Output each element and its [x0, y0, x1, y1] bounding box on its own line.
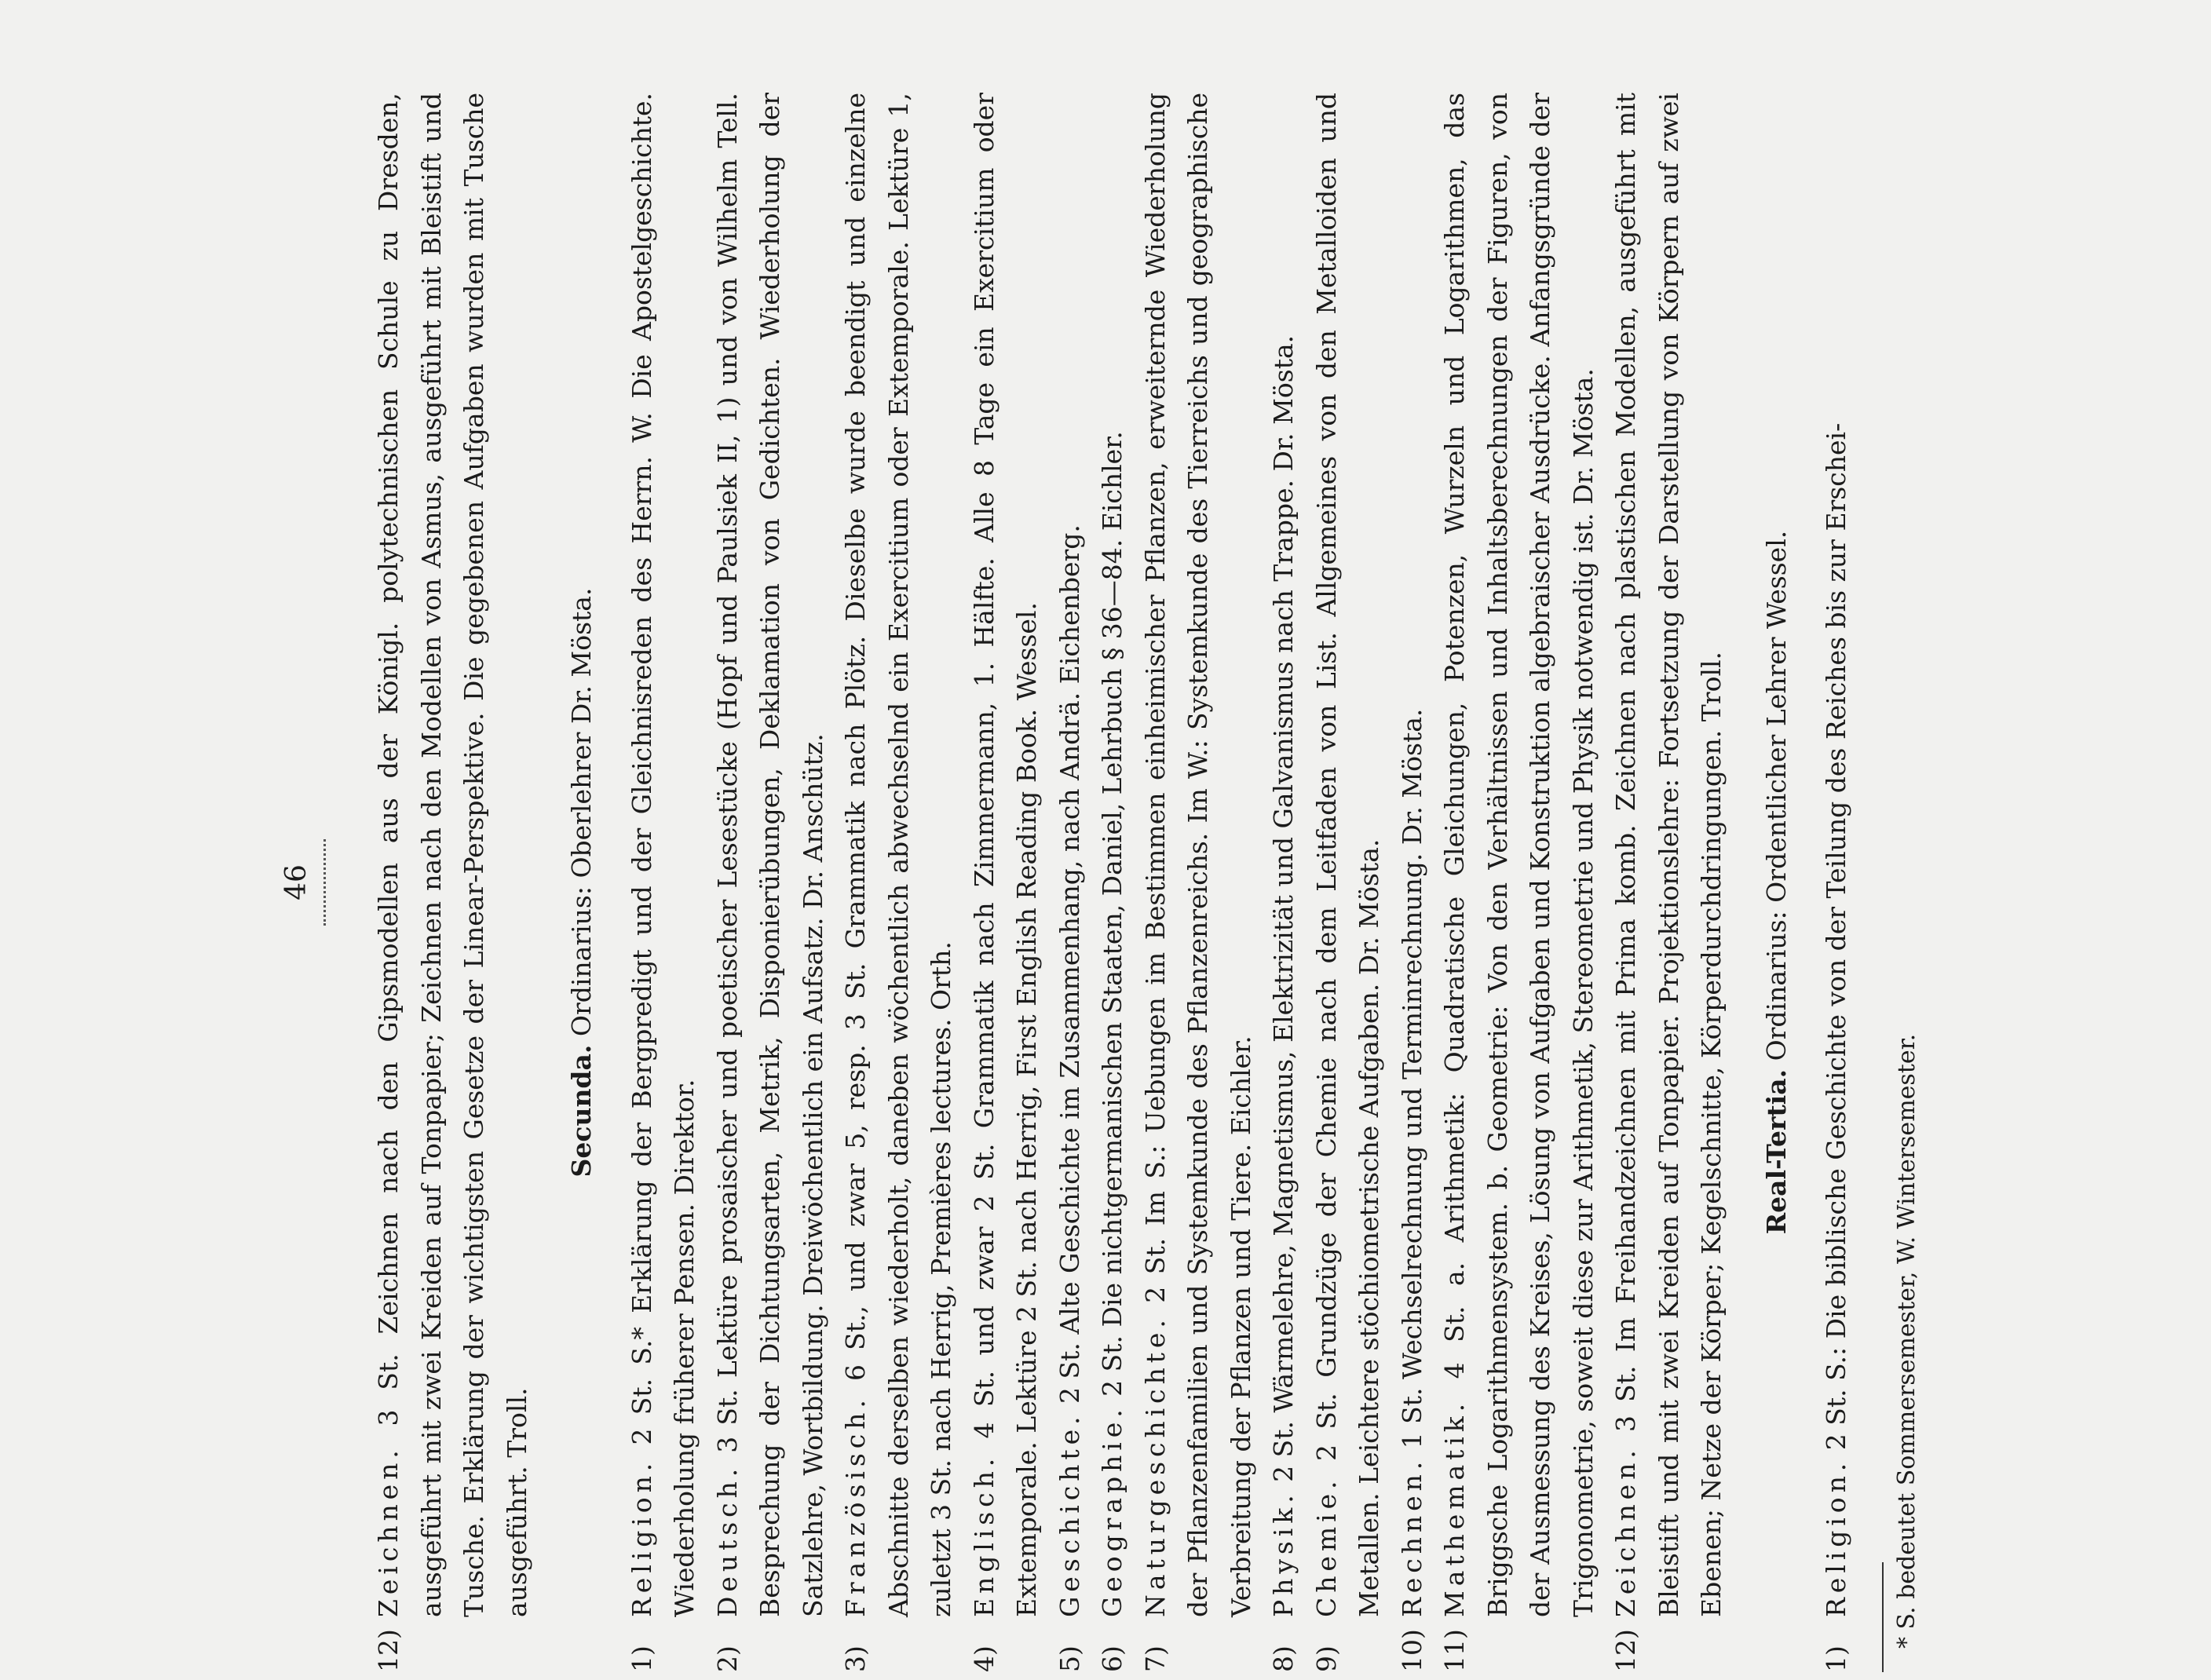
entry-naturgeschichte [1135, 93, 1263, 1672]
secunda-entry-list [621, 93, 1734, 1672]
entry-physik [1263, 93, 1306, 1672]
entry-number: 1) [626, 1645, 657, 1672]
entry-number: 3) [840, 1645, 871, 1672]
entry-number: 1) [1821, 1645, 1851, 1672]
page-number [281, 93, 326, 1672]
footnote-divider [1882, 1562, 1884, 1672]
entry-subject: Zeichnen. [1610, 1445, 1641, 1617]
entry-text: 4 St. a. Arithmetik: Quadratische Gleichungen, Potenzen, Wurzeln und Logarithmen, das Briggsche Logarithmensystem. b. Geometrie: Von den Verhältnissen und Inhaltsberechnungen der Figuren, von der Ausmessung des Kreises, Lösung von Aufgaben und Konstruktion algebraischer Ausdrücke. Anfangsgründe der Trigonometrie, soweit diese zur Arithmetik, Stereometrie und Physik notwendig ist. Dr. Mösta. [1439, 93, 1599, 1617]
entry-subject: Rechnen. [1396, 1456, 1427, 1617]
page-content [367, 93, 1923, 1672]
entry-mathematik [1434, 93, 1605, 1672]
entry-subject: Religion. [1821, 1458, 1851, 1617]
entry-geographie [1091, 93, 1135, 1672]
entry-subject: Französisch. [840, 1395, 871, 1617]
entry-text: 6 St., und zwar 5, resp. 3 St. Grammatik nach Plötz. Dieselbe wurde beendigt und einzelne Abschnitte derselben wiederholt, daneben wöchentlich abwechselnd ein Exercitium oder Extemporale. Lektüre 1, zuletzt 3 St. nach Herrig, Premières lectures. Orth. [840, 93, 956, 1617]
entry-deutsch [707, 93, 835, 1672]
entry-number: 6) [1097, 1645, 1127, 1672]
section-ordinarius: Ordinarius: Ordentlicher Lehrer Wessel. [1760, 530, 1792, 1061]
entry-text: 4 St. und zwar 2 St. Grammatik nach Zimmermann, 1. Hälfte. Alle 8 Tage ein Exercitium oder Extemporale. Lektüre 2 St. nach Herrig, First English Reading Book. Wessel. [968, 93, 1042, 1617]
entry-subject: Englisch. [968, 1453, 1000, 1617]
entry-englisch [963, 93, 1049, 1672]
entry-number: 12) [1610, 1629, 1641, 1672]
entry-subject: Zeichnen. [373, 1445, 404, 1617]
entry-subject: Geographie. [1097, 1404, 1127, 1617]
footnote: * S. bedeutet Sommersemester, W. Wintersemester. [1892, 1033, 1920, 1649]
entry-subject: Geschichte. [1054, 1412, 1085, 1617]
document-page [281, 93, 2079, 1672]
entry-number: 9) [1310, 1645, 1342, 1672]
entry-zeichnen-prima [367, 93, 539, 1672]
entry-text: 2 St. Grundzüge der Chemie nach dem Leitfaden von List. Allgemeines von den Metalloiden und Metallen. Leichtere stöchiometrische Aufgaben. Dr. Mösta. [1310, 93, 1384, 1617]
entry-number: 7) [1139, 1645, 1171, 1672]
entry-text: 2 St. Alte Geschichte im Zusammenhang, nach Andrä. Eichenberg. [1054, 524, 1085, 1404]
entry-number: 12) [373, 1629, 404, 1672]
entry-rechnen [1391, 93, 1434, 1672]
entry-religion [621, 93, 707, 1672]
entry-number: 4) [968, 1645, 1000, 1672]
section-heading-secunda [561, 93, 604, 1672]
entry-number: 10) [1396, 1629, 1427, 1672]
entry-number: 8) [1268, 1645, 1299, 1672]
entry-subject: Mathematik. [1439, 1398, 1470, 1617]
entry-text: 2 St. S.* Erklärung der Bergpredigt und der Gleichnisreden des Herrn. W. Die Apostelgeschichte. Wiederholung früherer Pensen. Direktor. [626, 93, 700, 1617]
page-number-ornament [317, 839, 326, 926]
entry-subject: Naturgeschichte. [1139, 1315, 1171, 1617]
entry-religion-tertia [1815, 93, 1858, 1672]
entry-zeichnen [1605, 93, 1734, 1672]
entry-text: 2 St. Die nichtgermanischen Staaten, Daniel, Lehrbuch § 36—84. Eichler. [1097, 431, 1127, 1397]
entry-subject: Religion. [626, 1458, 657, 1617]
entry-number: 11) [1439, 1629, 1470, 1672]
entry-franzoesisch [835, 93, 963, 1672]
section-title: Real-Tertia. [1760, 1068, 1792, 1235]
entry-text: 2 St. S.: Die biblische Geschichte von der Teilung des Reiches bis zur Erschei- [1821, 422, 1851, 1451]
entry-text: 2 St. Im S.: Uebungen im Bestimmen einheimischer Pflanzen, erweiternde Wiederholung der Pflanzenfamilien und Systemkunde des Pflanzenreichs. Im W.: Systemkunde des Tierreichs und geographische Verbreitung der Pflanzen und Tiere. Eichler. [1139, 93, 1256, 1617]
entry-text: 3 St. Im Freihandzeichnen mit Prima komb. Zeichnen nach plastischen Modellen, ausgeführt mit Bleistift und mit zwei Kreiden auf Tonpapier. Projektionslehre: Fortsetzung der Darstellung von Körpern auf zwei Ebenen; Netze der Körper; Kegelschnitte, Körperdurchdringungen. Troll. [1610, 93, 1727, 1617]
entry-number: 5) [1054, 1645, 1085, 1672]
entry-text: 1 St. Wechselrechnung und Terminrechnung. Dr. Mösta. [1396, 708, 1427, 1449]
entry-subject: Physik. [1268, 1490, 1299, 1617]
section-heading-real-tertia [1756, 93, 1799, 1672]
entry-subject: Deutsch. [711, 1463, 743, 1617]
section-ordinarius: Ordinarius: Oberlehrer Dr. Mösta. [566, 587, 597, 1037]
entry-text: 3 St. Zeichnen nach den Gipsmodellen aus der Königl. polytechnischen Schule zu Dresden, ausgeführt mit zwei Kreiden auf Tonpapier; Zeichnen nach den Modellen von Asmus, ausgeführt mit Bleistift und Tusche. Erklärung der wichtigsten Gesetze der Linear-Perspektive. Die gegebenen Aufgaben wurden mit Tusche ausgeführt. Troll. [373, 93, 532, 1617]
entry-chemie [1306, 93, 1391, 1672]
entry-subject: Chemie. [1310, 1476, 1342, 1617]
entry-text: 2 St. Wärmelehre, Magnetismus, Elektrizität und Galvanismus nach Trappe. Dr. Mösta. [1268, 334, 1299, 1482]
section-title: Secunda. [566, 1044, 597, 1178]
entry-geschichte [1049, 93, 1092, 1672]
page-number-text: 46 [280, 864, 312, 900]
entry-number: 2) [711, 1645, 743, 1672]
entry-text: 3 St. Lektüre prosaischer und poetischer Lesestücke (Hopf und Paulsiek II, 1) und von Wilhelm Tell. Besprechung der Dichtungsarten, Metrik, Disponierübungen, Deklamation von Gedichten. Wiederholung der Satzlehre, Wortbildung. Dreiwöchentlich ein Aufsatz. Dr. Anschütz. [711, 92, 828, 1617]
